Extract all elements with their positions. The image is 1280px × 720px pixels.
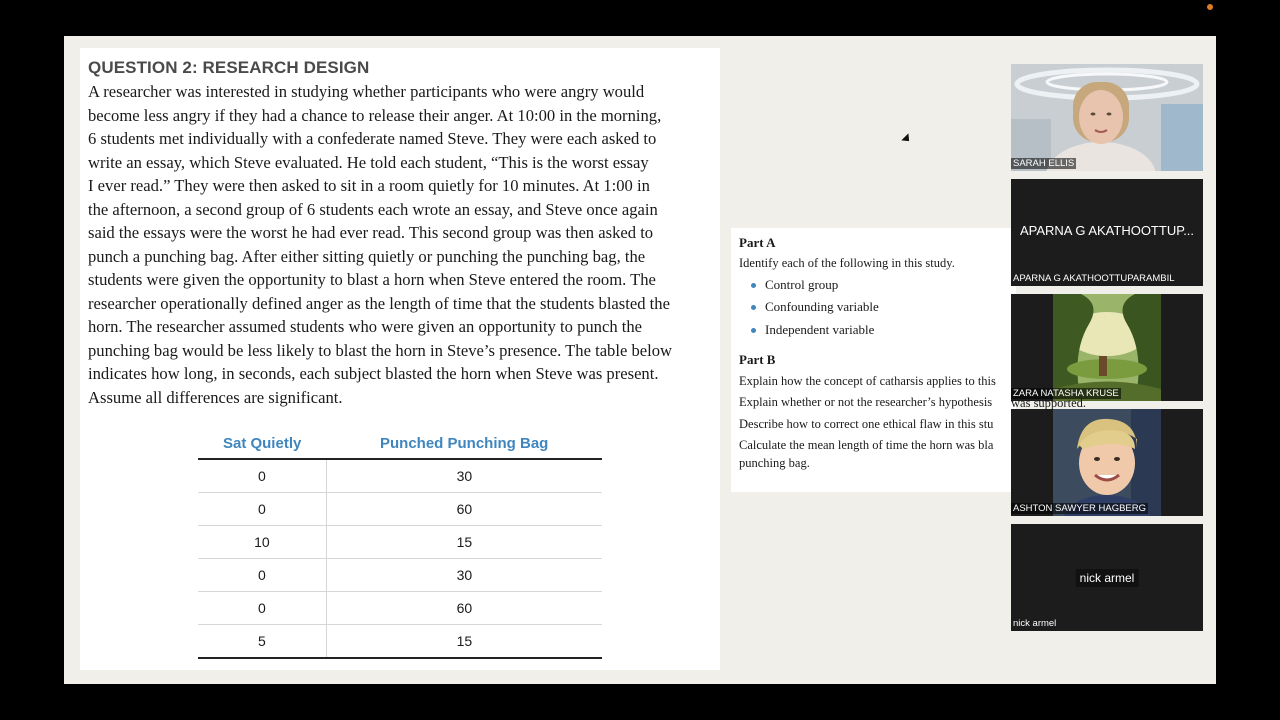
part-a-item: Control group bbox=[751, 277, 838, 293]
question-line: write an essay, which Steve evaluated. He told each student, “This is the worst essay bbox=[88, 152, 649, 172]
parts-panel bbox=[731, 228, 1016, 492]
part-b-item: Explain how the concept of catharsis applies to this bbox=[739, 374, 996, 388]
participant-tile-sarah-ellis[interactable] bbox=[1011, 64, 1203, 171]
question-line: A researcher was interested in studying whether participants who were angry would bbox=[88, 82, 645, 101]
participant-name: ZARA NATASHA KRUSE bbox=[1013, 388, 1119, 399]
question-title: QUESTION 2: RESEARCH DESIGN bbox=[88, 58, 370, 77]
table-row bbox=[198, 625, 602, 659]
question-line: students were given the opportunity to blast a horn when Steve entered the room. The bbox=[88, 270, 656, 289]
part-b-overflow-text: was supported. bbox=[1011, 396, 1086, 410]
table-cell: 30 bbox=[326, 459, 602, 493]
table-header-row bbox=[198, 428, 602, 459]
table-cell: 0 bbox=[198, 592, 326, 625]
question-line: punch a punching bag. After either sitting quietly or punching the punching bag, the bbox=[88, 246, 646, 266]
question-line: become less angry if they had a chance to release their anger. At 10:00 in the morning, bbox=[88, 105, 662, 125]
column-header-sat-quietly: Sat Quietly bbox=[198, 428, 326, 459]
question-line: I ever read.” They were then asked to sit in a room quietly for 10 minutes. At 1:00 in bbox=[88, 176, 650, 195]
participant-name: SARAH ELLIS bbox=[1013, 158, 1075, 169]
table-cell: 30 bbox=[326, 559, 602, 592]
table-cell: 0 bbox=[198, 559, 326, 592]
part-b-title: Part B bbox=[739, 352, 776, 367]
participant-name: ASHTON SAWYER HAGBERG bbox=[1013, 503, 1147, 514]
question-line: punching bag would be less likely to blast the horn in Steve’s presence. The table below bbox=[88, 340, 673, 360]
question-line: the afternoon, a second group of 6 students each wrote an essay, and Steve once again bbox=[88, 199, 658, 219]
question-document bbox=[80, 48, 720, 670]
participant-name: nick armel bbox=[1013, 618, 1057, 629]
part-b-item: Describe how to correct one ethical flaw in this stu bbox=[739, 417, 994, 431]
question-line: Assume all differences are significant. bbox=[88, 387, 343, 407]
part-a-intro: Identify each of the following in this study. bbox=[739, 256, 955, 270]
mouse-cursor-icon bbox=[901, 133, 912, 144]
participant-tile-aparna[interactable] bbox=[1011, 179, 1203, 286]
participant-video-icon bbox=[1011, 294, 1203, 401]
participant-tile-zara[interactable] bbox=[1011, 294, 1203, 401]
table-cell: 60 bbox=[326, 592, 602, 625]
table-cell: 15 bbox=[326, 526, 602, 559]
question-line: said the essays were the worst he had ever read. This second group was then asked to bbox=[88, 223, 654, 242]
participant-display-name: APARNA G AKATHOOTTUP... bbox=[1019, 223, 1195, 238]
table-cell: 15 bbox=[326, 625, 602, 659]
part-b-item: Calculate the mean length of time the horn was bla bbox=[739, 438, 994, 452]
participant-video-icon bbox=[1011, 64, 1203, 171]
table-row bbox=[198, 559, 602, 592]
table-cell: 0 bbox=[198, 459, 326, 493]
table-cell: 5 bbox=[198, 625, 326, 659]
participant-tile-nick-armel[interactable] bbox=[1011, 524, 1203, 631]
part-b-item: Explain whether or not the researcher’s hypothesis bbox=[739, 395, 993, 409]
participant-tile-ashton[interactable] bbox=[1011, 409, 1203, 516]
part-a-title: Part A bbox=[739, 235, 776, 250]
question-body bbox=[88, 80, 718, 409]
table-row bbox=[198, 493, 602, 526]
participant-video-icon bbox=[1011, 409, 1203, 516]
table-row bbox=[198, 526, 602, 559]
question-line: indicates how long, in seconds, each subject blasted the horn when Steve was present. bbox=[88, 364, 659, 383]
question-line: researcher operationally defined anger as the length of time that the students blasted the bbox=[88, 293, 670, 313]
recording-indicator bbox=[1207, 4, 1213, 10]
table-cell: 0 bbox=[198, 493, 326, 526]
table-row bbox=[198, 459, 602, 493]
bullet-icon bbox=[751, 283, 756, 288]
table-cell: 60 bbox=[326, 493, 602, 526]
table-row bbox=[198, 592, 602, 625]
table-cell: 10 bbox=[198, 526, 326, 559]
shared-screen bbox=[64, 36, 1216, 684]
part-b-continuation: punching bag. bbox=[739, 456, 810, 470]
bullet-icon bbox=[751, 305, 756, 310]
part-a-item: Confounding variable bbox=[751, 299, 879, 315]
column-header-punched-bag: Punched Punching Bag bbox=[326, 428, 602, 459]
part-a-item: Independent variable bbox=[751, 322, 874, 338]
question-line: horn. The researcher assumed students who were given an opportunity to punch the bbox=[88, 317, 643, 336]
horn-duration-table bbox=[198, 428, 602, 659]
participant-display-name: nick armel bbox=[1076, 569, 1139, 587]
question-line: 6 students met individually with a confederate named Steve. They were each asked to bbox=[88, 129, 657, 148]
participant-name: APARNA G AKATHOOTTUPARAMBIL bbox=[1013, 273, 1175, 284]
bullet-icon bbox=[751, 328, 756, 333]
